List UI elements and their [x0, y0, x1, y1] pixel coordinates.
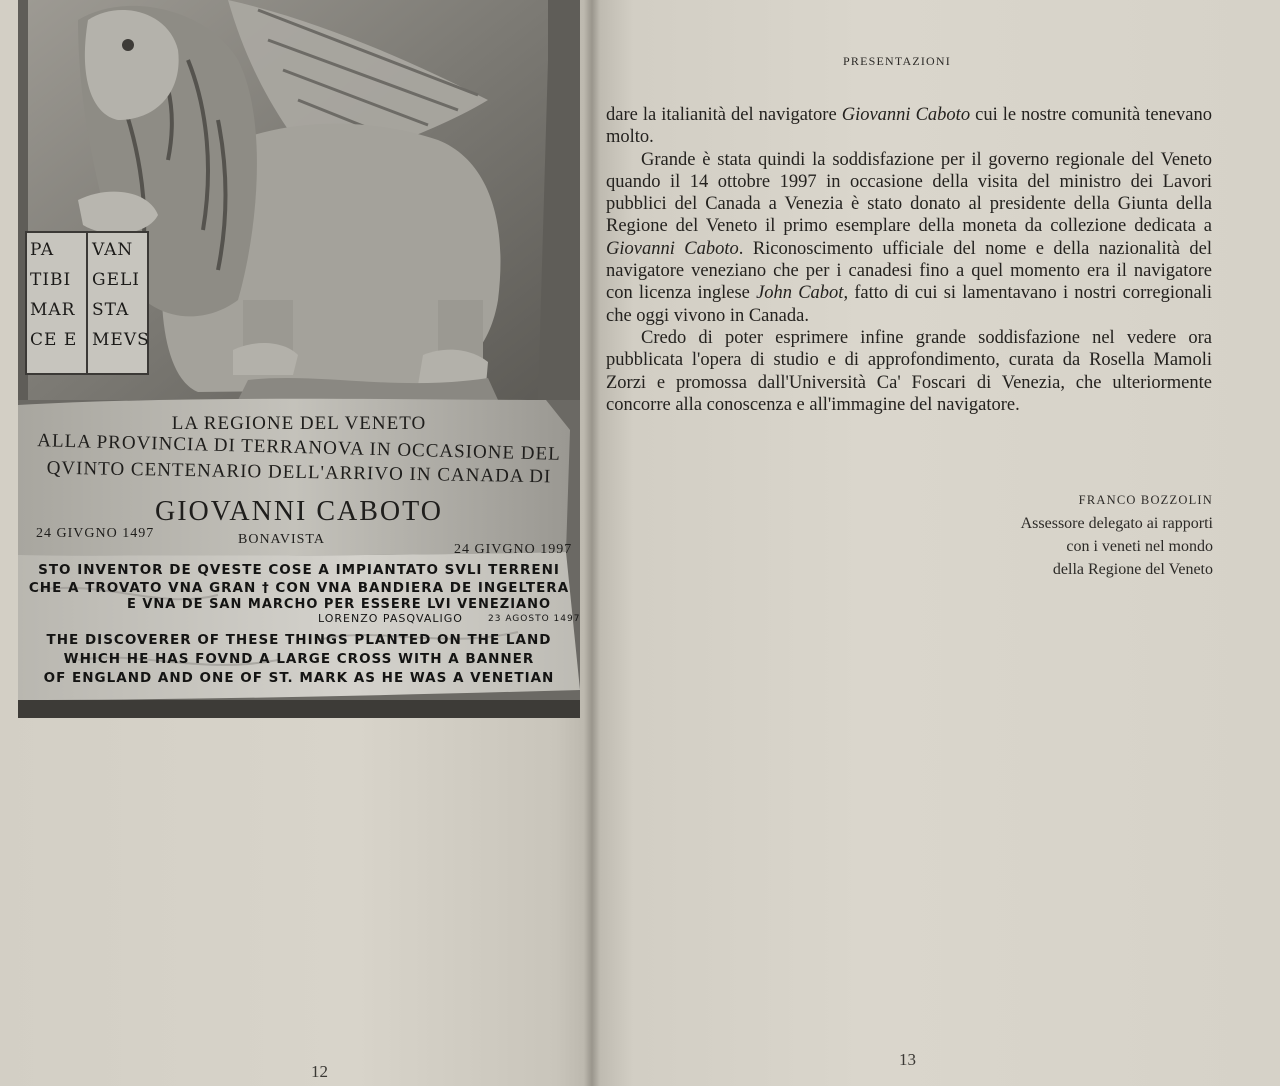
venetian-line: CHE A TROVATO VNA GRAN † CON VNA BANDIERA DE INGELTERA	[28, 580, 570, 596]
plaque-line: LA REGIONE DEL VENETO	[171, 413, 427, 434]
signatory-role-line: Assessore delegato ai rapporti	[1020, 515, 1213, 532]
italic-name: Giovanni Caboto	[841, 105, 971, 125]
plaque-line: QVINTO CENTENARIO DELL'ARRIVO IN CANADA DI	[46, 457, 552, 488]
page-number-left: 12	[311, 1062, 328, 1081]
body-text	[606, 104, 1212, 416]
plaque-place: BONAVISTA	[238, 532, 325, 547]
plaque-line: ALLA PROVINCIA DI TERRANOVA IN OCCASIONE DEL	[37, 430, 561, 465]
venetian-line: E VNA DE SAN MARCHO PER ESSERE LVI VENEZIANO	[126, 597, 552, 612]
paragraph-2: Grande è stata quindi la soddisfazione per il governo regionale del Veneto quando il 14 ottobre 1997 in occasione della visita del ministro dei Lavori pubblici del Canada a Venezia è stato donato al presidente della Giunta della Regione del Veneto il primo esemplare della moneta da collezione dedicata a Giovanni Caboto. Riconoscimento ufficiale del nome e della nazionalità del navigatore veneziano che per i canadesi fino a quel momento era il navigatore con licenza inglese John Cabot, fatto di cui si lamentavano i nostri corregionali che oggi vivono in Canada.	[606, 149, 1212, 326]
book-gutter	[584, 0, 600, 1086]
running-head: PRESENTAZIONI	[843, 54, 951, 68]
plaque-date-right: 24 GIVGNO 1997	[454, 542, 573, 557]
venetian-line: STO INVENTOR DE QVESTE COSE A IMPIANTATO SVLI TERRENI	[38, 562, 560, 578]
signatory-name: FRANCO BOZZOLIN	[1078, 493, 1213, 507]
book-word: TIBI	[30, 270, 72, 290]
plaque-title: GIOVANNI CABOTO	[155, 496, 443, 527]
signatory-role-line: della Regione del Veneto	[1052, 561, 1213, 578]
english-line: WHICH HE HAS FOVND A LARGE CROSS WITH A BANNER	[63, 651, 535, 667]
book-word: MEVS	[92, 330, 150, 350]
book-word: VAN	[92, 240, 134, 260]
english-line: OF ENGLAND AND ONE OF ST. MARK AS HE WAS A VENETIAN	[43, 670, 555, 686]
english-line: THE DISCOVERER OF THESE THINGS PLANTED ON THE LAND	[46, 632, 552, 648]
book-word: STA	[92, 300, 130, 320]
attribution: LORENZO PASQVALIGO	[318, 612, 463, 625]
book-word: CE E	[30, 330, 78, 350]
signature-block	[1021, 493, 1213, 581]
paragraph-3: Credo di poter esprimere infine grande soddisfazione nel vedere ora pubblicata l'opera di studio e di approfondimento, curata da Rosella Mamoli Zorzi e promossa dall'Università Ca' Foscari di Venezia, che ulteriormente concorre alla conoscenza e all'immagine del navigatore.	[606, 327, 1212, 415]
book-letters-right	[92, 240, 150, 350]
book-letters-left	[30, 240, 77, 350]
italic-name: Giovanni Caboto	[606, 238, 739, 259]
page-number-right: 13	[899, 1050, 916, 1069]
plaque-date-left: 24 GIVGNO 1497	[36, 526, 155, 541]
attribution-date: 23 AGOSTO 1497	[488, 614, 580, 624]
book-word: MAR	[30, 300, 76, 320]
italic-name: John Cabot	[756, 283, 844, 304]
book-word: GELI	[92, 270, 140, 290]
paragraph-1: dare la italianità del navigatore Giovanni Caboto cui le nostre comunità tenevano molto.	[606, 105, 1212, 148]
plaque-photo	[18, 0, 580, 718]
book-word: PA	[30, 240, 55, 260]
signatory-role-line: con i veneti nel mondo	[1066, 538, 1213, 555]
